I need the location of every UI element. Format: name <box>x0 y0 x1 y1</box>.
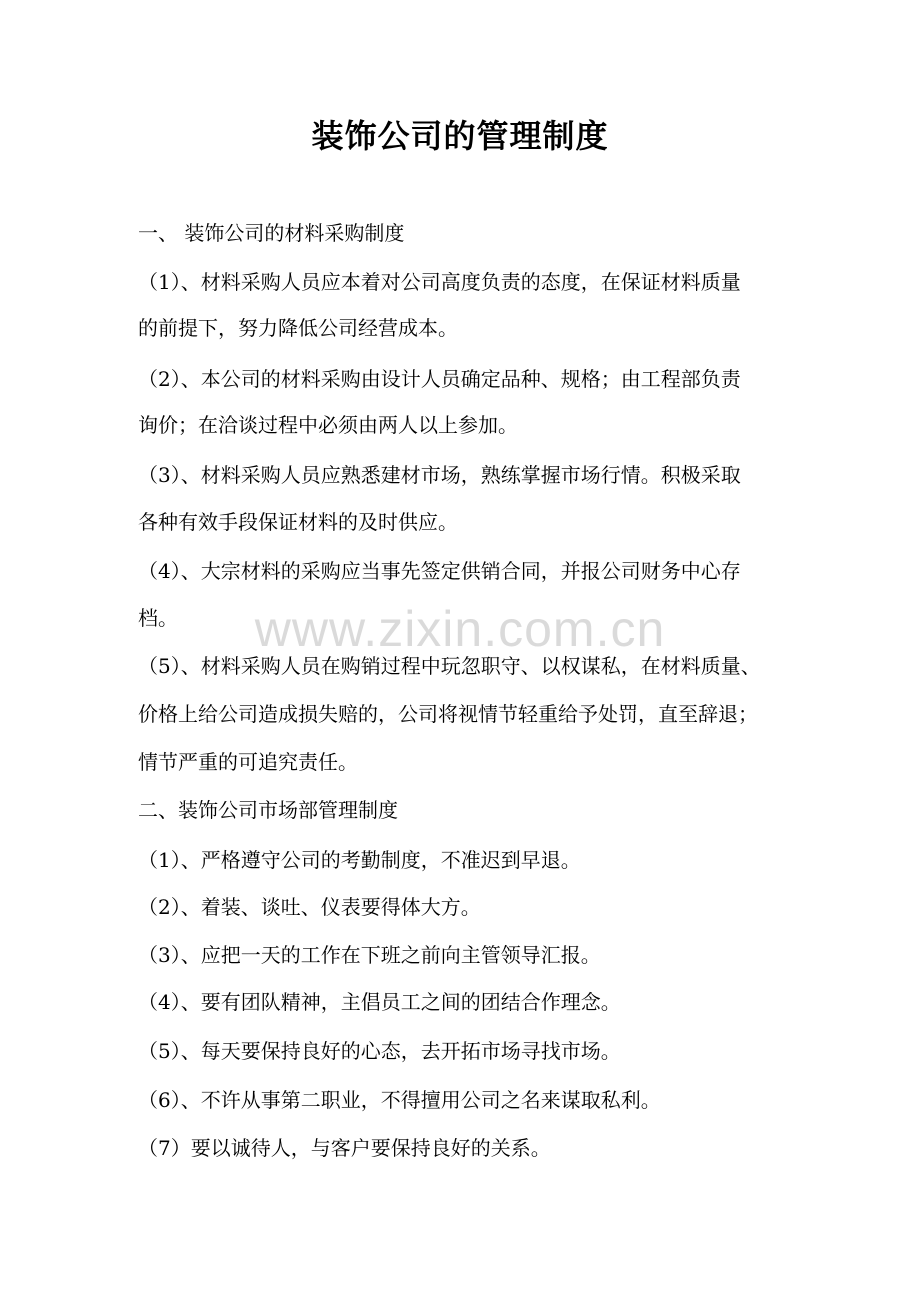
paragraph-line: （2）、着装、谈吐、仪表要得体大方。 <box>138 895 481 919</box>
paragraph-line: 各种有效手段保证材料的及时供应。 <box>138 510 458 534</box>
paragraph-line: （5）、每天要保持良好的心态，去开拓市场寻找市场。 <box>138 1039 621 1063</box>
paragraph-line: 档。 <box>138 606 178 630</box>
paragraph-line: （4）、大宗材料的采购应当事先签定供销合同，并报公司财务中心存 <box>138 559 741 583</box>
paragraph-line: 的前提下，努力降低公司经营成本。 <box>138 316 458 340</box>
paragraph-line: （4）、要有团队精神，主倡员工之间的团结合作理念。 <box>138 990 621 1014</box>
paragraph-line: （3）、材料采购人员应熟悉建材市场，熟练掌握市场行情。积极采取 <box>138 463 741 487</box>
paragraph-line: （3）、应把一天的工作在下班之前向主管领导汇报。 <box>138 943 601 967</box>
document-title: 装饰公司的管理制度 <box>311 117 609 155</box>
paragraph-line: （1）、严格遵守公司的考勤制度，不准迟到早退。 <box>138 848 581 872</box>
paragraph-line: （2）、本公司的材料采购由设计人员确定品种、规格；由工程部负责 <box>138 367 741 391</box>
paragraph-line: 询价；在洽谈过程中必须由两人以上参加。 <box>138 413 518 437</box>
paragraph-line: （6）、不许从事第二职业，不得擅用公司之名来谋取私利。 <box>138 1088 661 1112</box>
watermark: www.zixin.com.cn <box>254 601 666 657</box>
section-heading: 二、装饰公司市场部管理制度 <box>138 798 398 822</box>
paragraph-line: 情节严重的可追究责任。 <box>138 750 358 774</box>
paragraph-line: 价格上给公司造成损失赔的，公司将视情节轻重给予处罚，直至辞退； <box>138 702 758 726</box>
paragraph-line: （7）要以诚待人，与客户要保持良好的关系。 <box>138 1136 551 1160</box>
section-heading: 一、 装饰公司的材料采购制度 <box>138 221 405 245</box>
paragraph-line: （1）、材料采购人员应本着对公司高度负责的态度，在保证材料质量 <box>138 270 741 294</box>
paragraph-line: （5）、材料采购人员在购销过程中玩忽职守、以权谋私，在材料质量、 <box>138 654 761 678</box>
